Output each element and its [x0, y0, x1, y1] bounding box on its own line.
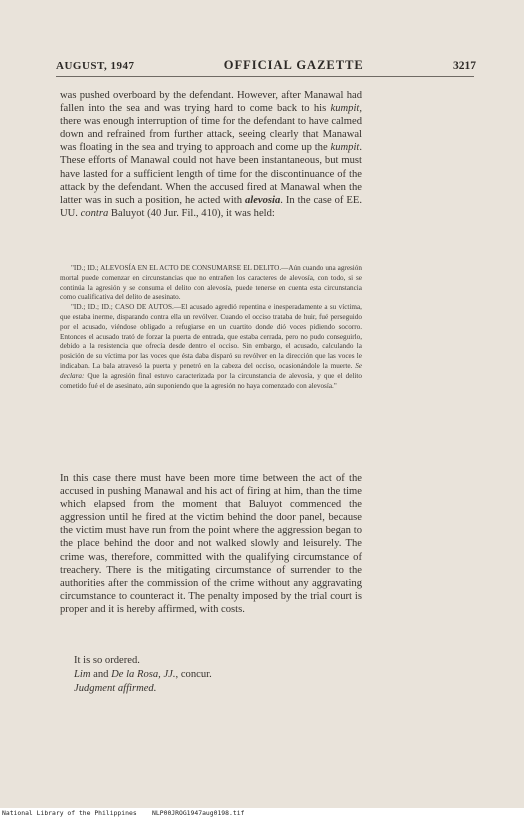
justice-name: Lim	[74, 669, 91, 681]
intro-text-4: . In the case of EE. UU.	[60, 194, 362, 219]
quote-heading-2: "ID.; ID.; ID.; CASO DE AUTOS.	[71, 303, 174, 312]
closing-block	[74, 654, 354, 697]
quote-text-2a: —El acusado agredió repentina e inesperadamente a su víctima, que estaba inerme, disparando contra ella un revólver. Cuando el occiso trataba de huir, fué perseguido por el acusado, viéndose obligado a refugiarse en un cuartito donde dió voces pidiendo socorro. Entonces el acusado trató de forzar la puerta de entrada, que estaba cerrada, pero no pudo conseguirlo, debido a la resistencia que ofrecía desde dentro el occiso. Sin embargo, el acusado, calculando la posición de su víctima por las voces que ésta daba disparó su revólver en la dirección que las voces le indicaban. La bala atravesó la puerta y penetró en la cabeza del occiso, ocasionándole la muerte.	[60, 303, 362, 370]
gazette-title: OFFICIAL GAZETTE	[223, 58, 364, 72]
quote-paragraph-1	[60, 264, 362, 303]
quote-text-2b: Que la agresión final estuvo caracterizada por la circunstancia de alevosía, y que el delito cometido fué el de asesinato, aún suponiendo que la agresión no haya comenzado con alevosía."	[60, 371, 362, 390]
quote-text-1: —Aún cuando una agresión mortal puede comenzar en circunstancias que no entrañen los caracteres de alevosía, con todo, si se continúa la agresión y se consuma el delito con alevosía, puede tenerse en cuenta esta circunstancia como cualificativa del delito de asesinato.	[60, 264, 362, 302]
judgment-line	[74, 682, 354, 696]
header-rule	[56, 76, 474, 77]
concur-text: , concur.	[175, 669, 212, 681]
page-header	[56, 58, 476, 73]
archive-footer: National Library of the Philippines NLP00JROG1947aug0198.tif	[0, 809, 524, 818]
issue-date: AUGUST, 1947	[56, 60, 135, 72]
main-paragraph	[60, 472, 362, 616]
judgment-text: Judgment affirmed.	[74, 683, 157, 695]
intro-text-2: , there was enough interruption of time for the defendant to have calmed down and refrained from further attack, seeing clearly that Manawal was floating in the sea and trying to approach and come up the	[60, 103, 362, 154]
concur-and: and	[90, 669, 112, 681]
intro-paragraph	[60, 89, 362, 220]
so-ordered-line: It is so ordered.	[74, 655, 140, 666]
intro-text-1: was pushed overboard by the defendant. However, after Manawal had fallen into the sea and was trying hard to come back to his	[60, 90, 362, 115]
contra-term: contra	[80, 207, 109, 219]
main-text: In this case there must have been more time between the act of the accused in pushing Manawal and his act of firing at him, than the time which elapsed from the moment that Baluyot commenced the aggression until he fired at the victim behind the door panel, because the victim must have run from the point where the aggression began to the place behind the door and not walked slowly and leisurely. The crime was, therefore, committed with the qualifying circumstance of treachery. There is the mitigating circumstance of surrender to the authorities after the commission of the crime without any aggravating circumstance to counteract it. The penalty imposed by the trial court is proper and it is hereby affirmed, with costs.	[60, 473, 362, 615]
block-quote	[60, 264, 362, 391]
alevosia-term: alevosia	[244, 194, 281, 206]
concurrence-line	[74, 668, 354, 682]
intro-text-5: Baluyot (40 Jur. Fil., 410), it was held:	[108, 207, 275, 219]
quote-held-term: Se declara:	[60, 361, 362, 380]
kumpit-term: kumpit	[330, 103, 360, 115]
page-number: 3217	[453, 60, 476, 72]
quote-heading-1: "ID.; ID.; ALEVOSÍA EN EL ACTO DE CONSUMARSE EL DELITO.	[71, 264, 282, 272]
quote-paragraph-2	[60, 303, 362, 391]
intro-text-3: . These efforts of Manawal could not have been instantaneous, but must have lasted for a sufficient length of time for the discontinuance of the attack by the defendant. When the accused fired at Manawal when the latter was in such a position, he acted with	[60, 142, 362, 206]
justice-names: De la Rosa, JJ.	[111, 669, 176, 681]
kumpit-term: kumpit	[330, 142, 360, 154]
